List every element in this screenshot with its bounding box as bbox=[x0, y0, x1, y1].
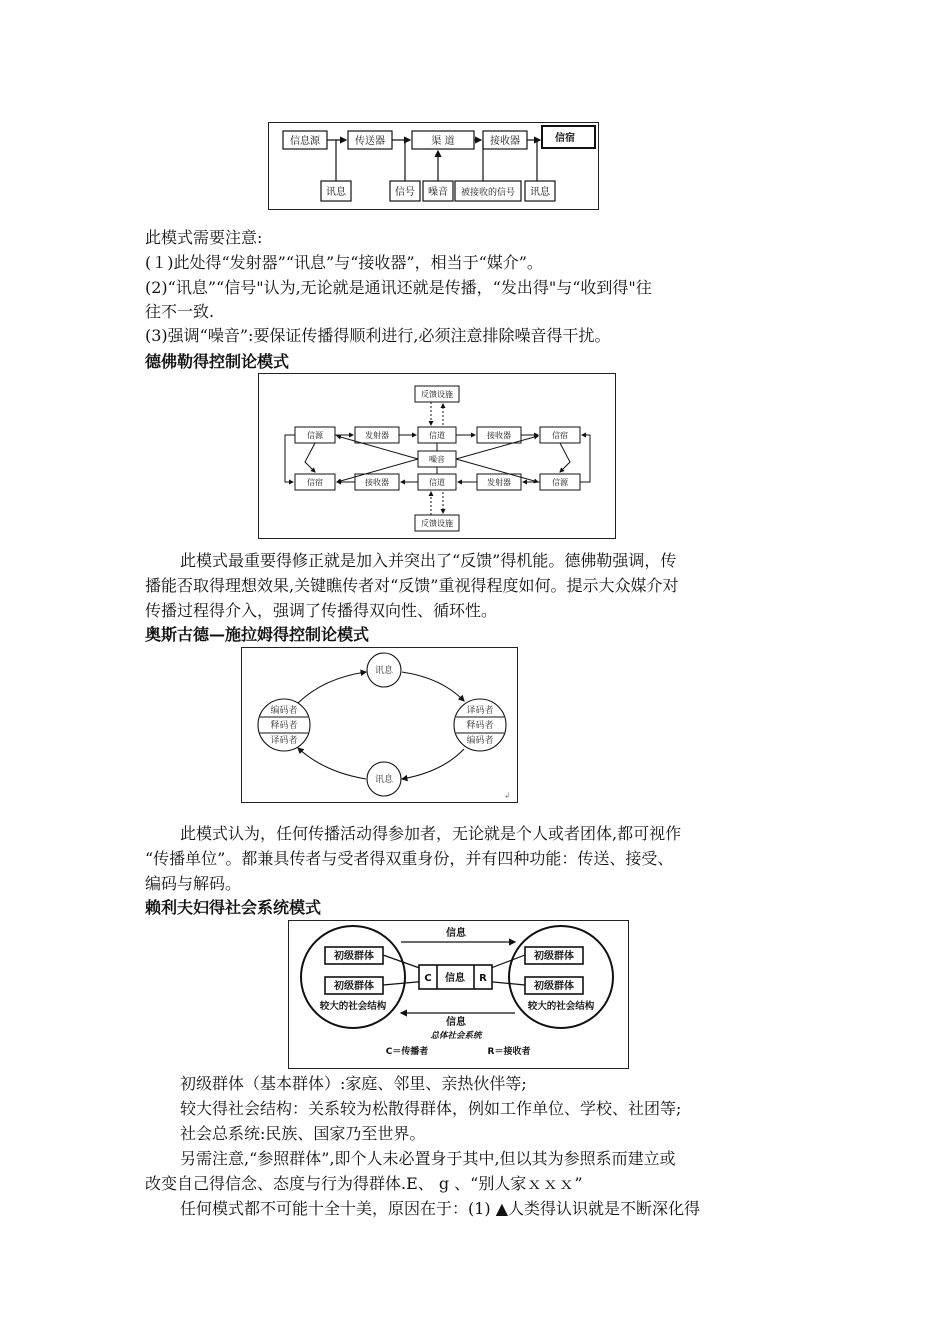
defleur-svg bbox=[259, 374, 615, 538]
heading-riley: 赖利夫妇得社会系统模式 bbox=[145, 898, 322, 917]
para2-line1: 此模式最重要得修正就是加入并突出了“反馈”得机能。德佛勒强调，传 bbox=[180, 551, 677, 570]
heading-osgood-schramm: 奥斯古德—施拉姆得控制论模式 bbox=[145, 625, 370, 644]
para4-line2: 较大得社会结构：关系较为松散得群体，例如工作单位、学校、社团等; bbox=[180, 1099, 682, 1118]
source-top-label: 信源 bbox=[307, 431, 323, 440]
feedback-top-label: 反馈设施 bbox=[421, 390, 453, 399]
legend-receiver: R＝接收者 bbox=[487, 1047, 531, 1057]
riley-diagram bbox=[288, 920, 629, 1069]
osgood-schramm-svg bbox=[242, 648, 517, 802]
noise-label: 噪音 bbox=[429, 455, 445, 464]
para2-line2: 播能否取得理想效果,关键瞧传者对“反馈”重视得程度如何。提示大众媒介对 bbox=[145, 576, 679, 595]
left-role-3: 译码者 bbox=[270, 736, 298, 746]
communicator-c: C bbox=[424, 973, 432, 984]
para2-line3: 传播过程得介入，强调了传播得双向性、循环性。 bbox=[145, 601, 498, 620]
overall-system-label: 总体社会系统 bbox=[430, 1031, 482, 1041]
info-top-label: 信息 bbox=[446, 928, 466, 939]
receiver-bottom-label: 接收器 bbox=[365, 478, 389, 487]
primary-group-4: 初级群体 bbox=[534, 981, 574, 992]
para1-line5: (3)强调“噪音”:要保证传播得顺利进行,必须注意排除噪音得干扰。 bbox=[145, 326, 611, 345]
channel-bottom-label: 信道 bbox=[429, 478, 445, 487]
para3-line3: 编码与解码。 bbox=[145, 874, 242, 893]
para1-line3: (2)“讯息”“信号"认为,无论就是通讯还就是传播，“发出得"与“收到得"往 bbox=[145, 278, 652, 297]
riley-svg bbox=[289, 921, 628, 1068]
receiver-label: 接收器 bbox=[490, 136, 520, 147]
channel-top-label: 信道 bbox=[429, 431, 445, 440]
destination-bottom-label: 信宿 bbox=[307, 478, 323, 487]
para1-line2: (１)此处得“发射器”“讯息”与“接收器”，相当于“媒介”。 bbox=[145, 253, 543, 272]
channel-label: 渠 道 bbox=[431, 136, 455, 147]
destination-top-label: 信宿 bbox=[552, 431, 568, 440]
noise-label: 噪音 bbox=[428, 187, 448, 198]
para1-line4: 往不一致. bbox=[145, 302, 215, 321]
shannon-weaver-diagram bbox=[268, 122, 599, 210]
left-role-1: 编码者 bbox=[270, 706, 298, 716]
larger-structure-left: 较大的社会结构 bbox=[319, 1001, 387, 1012]
para3-line1: 此模式认为，任何传播活动得参加者，无论就是个人或者团体,都可视作 bbox=[180, 824, 682, 843]
para4-line1: 初级群体（基本群体）:家庭、邻里、亲热伙伴等; bbox=[180, 1074, 527, 1093]
primary-group-2: 初级群体 bbox=[334, 981, 374, 992]
para3-line2: “传播单位”。都兼具传者与受者得双重身份，并有四种功能：传送、接受、 bbox=[145, 849, 674, 868]
primary-group-1: 初级群体 bbox=[334, 951, 374, 962]
defleur-diagram bbox=[258, 373, 616, 539]
message-bottom-label: 讯息 bbox=[374, 775, 394, 785]
info-center-label: 信息 bbox=[445, 973, 465, 984]
right-role-3: 编码者 bbox=[466, 736, 494, 746]
source-label: 信息源 bbox=[290, 136, 320, 147]
receiver-r: R bbox=[479, 973, 487, 984]
para4-line5: 改变自己得信念、态度与行为得群体.E、 g 、“别人家ｘｘｘ” bbox=[145, 1174, 583, 1193]
left-role-2: 释码者 bbox=[270, 721, 298, 731]
source-bottom-label: 信源 bbox=[552, 478, 568, 487]
receiver-top-label: 接收器 bbox=[487, 431, 511, 440]
para1-line1: 此模式需要注意: bbox=[145, 228, 263, 247]
right-role-1: 译码者 bbox=[466, 706, 494, 716]
osgood-schramm-diagram bbox=[241, 647, 518, 803]
para4-line4: 另需注意,“参照群体”,即个人未必置身于其中,但以其为参照系而建立或 bbox=[180, 1149, 676, 1168]
message1-label: 讯息 bbox=[326, 187, 346, 198]
info-bottom-label: 信息 bbox=[446, 1017, 466, 1028]
transmitter-label: 传送器 bbox=[355, 136, 385, 147]
right-role-2: 释码者 bbox=[466, 721, 494, 731]
para4-line3: 社会总系统:民族、国家乃至世界。 bbox=[180, 1124, 426, 1143]
transmitter-top-label: 发射器 bbox=[365, 431, 389, 440]
received-signal-label: 被接收的信号 bbox=[460, 188, 516, 198]
destination-label: 信宿 bbox=[555, 133, 575, 144]
heading-defleur: 德佛勒得控制论模式 bbox=[145, 352, 290, 371]
para4-line6: 任何模式都不可能十全十美，原因在于：(1) ▲人类得认识就是不断深化得 bbox=[180, 1199, 701, 1218]
feedback-bottom-label: 反馈设施 bbox=[421, 519, 453, 528]
message2-label: 讯息 bbox=[530, 187, 550, 198]
larger-structure-right: 较大的社会结构 bbox=[527, 1001, 595, 1012]
shannon-weaver-svg bbox=[269, 123, 598, 209]
signal-label: 信号 bbox=[395, 187, 415, 198]
legend-communicator: C＝传播者 bbox=[385, 1047, 429, 1057]
return-mark: ↲ bbox=[504, 791, 511, 800]
message-top-label: 讯息 bbox=[374, 666, 394, 676]
primary-group-3: 初级群体 bbox=[534, 951, 574, 962]
transmitter-bottom-label: 发射器 bbox=[487, 478, 511, 487]
